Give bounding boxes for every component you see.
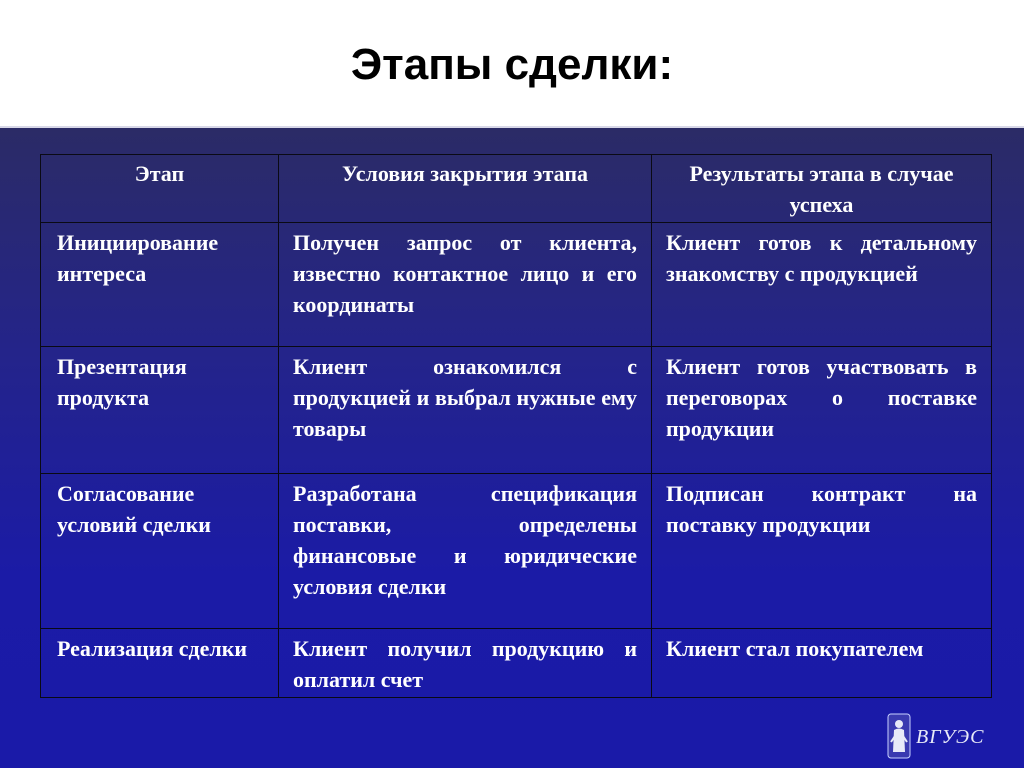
- title-band: [0, 0, 1024, 128]
- deal-stages-table: [40, 154, 992, 698]
- table-row: [41, 223, 992, 347]
- header-results: Результаты этапа в случае успеха: [652, 155, 992, 223]
- table-row: [41, 629, 992, 698]
- header-conditions: Условия закрытия этапа: [279, 155, 652, 223]
- stage-cell: Согласование условий сделки: [41, 474, 279, 629]
- stage-cell: Презентация продукта: [41, 347, 279, 474]
- results-cell: Клиент готов к детальному знакомству с продукцией: [652, 223, 992, 347]
- stage-cell: Инициирование интереса: [41, 223, 279, 347]
- slide-title: Этапы сделки:: [350, 40, 674, 89]
- conditions-cell: Клиент получил продукцию и оплатил счет: [279, 629, 652, 698]
- results-cell: Клиент готов участвовать в переговорах о поставке продукции: [652, 347, 992, 474]
- university-logo: [886, 712, 996, 760]
- stage-cell: Реализация сделки: [41, 629, 279, 698]
- header-stage: Этап: [41, 155, 279, 223]
- conditions-cell: Разработана спецификация поставки, определены финансовые и юридические условия сделки: [279, 474, 652, 629]
- table-header-row: [41, 155, 992, 223]
- university-emblem-icon: [886, 712, 912, 760]
- table-row: [41, 347, 992, 474]
- results-cell: Клиент стал покупателем: [652, 629, 992, 698]
- logo-text: ВГУЭС: [916, 726, 985, 748]
- conditions-cell: Получен запрос от клиента, известно контактное лицо и его координаты: [279, 223, 652, 347]
- conditions-cell: Клиент ознакомился с продукцией и выбрал нужные ему товары: [279, 347, 652, 474]
- results-cell: Подписан контракт на поставку продукции: [652, 474, 992, 629]
- table-row: [41, 474, 992, 629]
